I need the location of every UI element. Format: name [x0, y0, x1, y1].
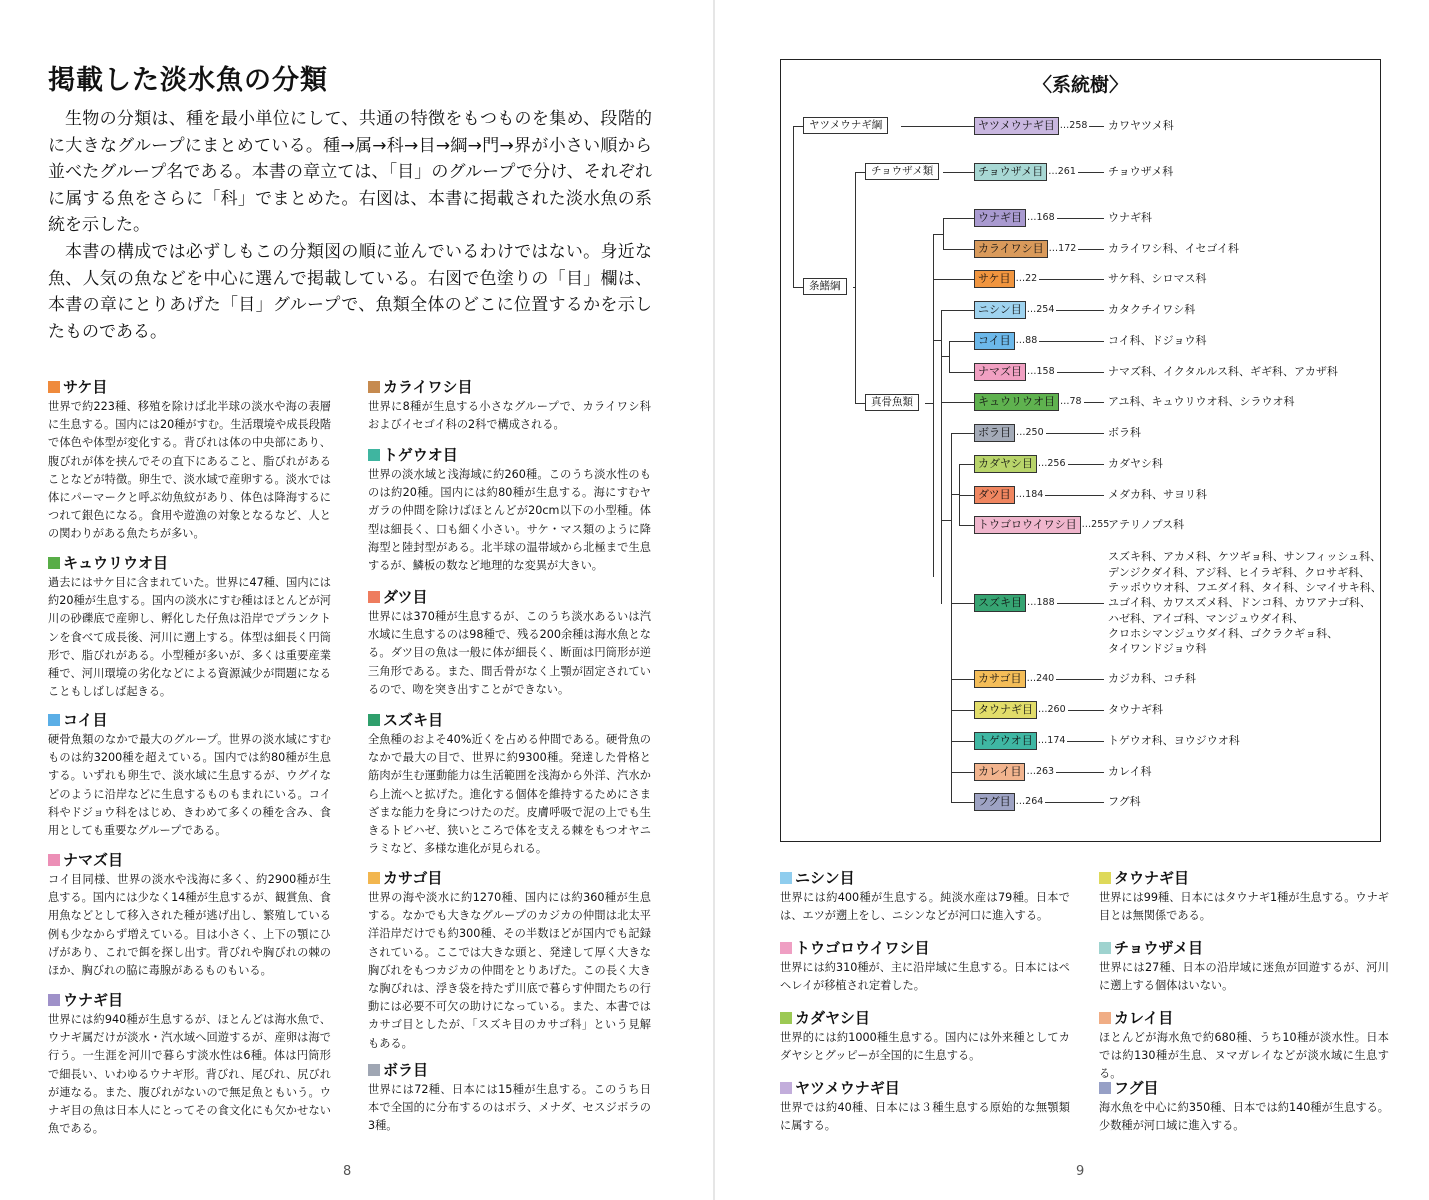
- order-name: トウゴロウイワシ目: [795, 939, 930, 957]
- order-node: チョウザメ目: [974, 163, 1047, 181]
- tree-branch-line: [951, 772, 974, 773]
- order-name: サケ目: [63, 378, 108, 396]
- order-description: 世界に8種が生息する小さなグループで、カライワシ科およびイセゴイ科の2科で構成される。: [368, 400, 651, 432]
- page-number: 8: [343, 1164, 352, 1179]
- order-entry: [48, 710, 331, 840]
- order-page-ref: …254: [1026, 304, 1055, 315]
- order-description: 世界的には約1000種生息する。国内には外来種としてカダヤシとグッピーが全国的に生息する。: [780, 1031, 1070, 1063]
- order-name: コイ目: [63, 711, 108, 729]
- order-description: 世界では約40種、日本には３種生息する原始的な無顎類に属する。: [780, 1101, 1070, 1133]
- family-list: コイ科、ドジョウ科: [1108, 334, 1207, 347]
- order-node: ニシン目: [974, 301, 1026, 319]
- order-entry: [1099, 1078, 1389, 1135]
- family-list: サケ科、シロマス科: [1108, 272, 1207, 285]
- family-list: ウナギ科: [1108, 211, 1152, 224]
- family-list: アユ科、キュウリウオ科、シラウオ科: [1108, 395, 1295, 408]
- tree-branch-line: [793, 287, 803, 288]
- order-entry: [368, 445, 651, 575]
- tree-branch-line: [951, 741, 974, 742]
- order-entry: [368, 868, 651, 1053]
- order-description: 全魚種のおよそ40%近くを占める仲間である。硬骨魚のなかで最大の目で、世界に約9300種。発達した骨格と筋肉が生む運動能力は生活範囲を浅海から外洋、汽水から上流へと拡げた。進化する個体を維持するためにさまざまな能力を身につけたのだ。皮膚呼吸で泥の上でも生きるトビハゼ、狭いところで体を支える棘をもつオヤニラミなど、多様な進化が見られる。: [368, 733, 651, 856]
- tree-branch-line: [943, 218, 974, 219]
- order-entry: [368, 710, 651, 858]
- color-square-icon: [1099, 1012, 1111, 1024]
- order-entry: [48, 377, 331, 544]
- order-description: 世界の淡水域と浅海域に約260種。このうち淡水性のものは約20種。国内には約80種が生息する。海にすむヤガラの仲間を除けばほとんどが20cm以下の小型種。体型は細長く、口も細く小さい。サケ・マス類のように降海型と陸封型がある。北半球の温帯域から北極まで生息するが、鱗板の数など地理的な変異が大きい。: [368, 468, 651, 573]
- order-name: カレイ目: [1114, 1009, 1174, 1027]
- color-square-icon: [780, 1082, 792, 1094]
- tree-branch-line: [1068, 710, 1104, 711]
- color-square-icon: [368, 714, 380, 726]
- color-square-icon: [48, 381, 60, 393]
- order-page-ref: …264: [1015, 796, 1044, 807]
- order-name: ウナギ目: [63, 991, 124, 1009]
- tree-branch-line: [943, 249, 974, 250]
- order-page-ref: …240: [1026, 673, 1055, 684]
- color-square-icon: [48, 714, 60, 726]
- tree-branch-line: [941, 310, 942, 604]
- color-square-icon: [1099, 942, 1111, 954]
- tree-branch-line: [1056, 679, 1104, 680]
- order-page-ref: …250: [1016, 427, 1044, 438]
- tree-branch-line: [925, 403, 933, 404]
- family-list: カタクチイワシ科: [1108, 303, 1196, 316]
- order-name: キュウリウオ目: [63, 554, 169, 572]
- color-square-icon: [368, 1064, 380, 1076]
- order-node: ダツ目: [974, 486, 1015, 504]
- color-square-icon: [48, 994, 60, 1006]
- order-entry: [1099, 1008, 1389, 1084]
- order-node: トウゴロウイワシ目: [974, 516, 1081, 534]
- order-name: チョウザメ目: [1114, 939, 1203, 957]
- tree-branch-line: [1045, 802, 1104, 803]
- order-description: ほとんどが海水魚で約680種、うち10種が淡水性。日本では約130種が生息、ヌマガレイなどが淡水域に生息する。: [1099, 1031, 1389, 1081]
- family-list: ボラ科: [1108, 426, 1141, 439]
- order-node: ウナギ目: [974, 209, 1026, 227]
- order-entry: [48, 850, 331, 980]
- tree-branch-line: [933, 234, 943, 235]
- family-list: トゲウオ科、ヨウジウオ科: [1108, 734, 1240, 747]
- color-square-icon: [780, 872, 792, 884]
- page-number: 9: [1076, 1164, 1085, 1179]
- tree-branch-line: [855, 403, 865, 404]
- tree-branch-line: [1057, 603, 1104, 604]
- order-node: ヤツメウナギ目: [974, 117, 1059, 135]
- family-list: カライワシ科、イセゴイ科: [1108, 242, 1240, 255]
- order-name: スズキ目: [383, 711, 444, 729]
- tree-branch-line: [1084, 402, 1104, 403]
- class-node: ヤツメウナギ綱: [803, 117, 888, 134]
- order-entry: [368, 587, 651, 699]
- order-name: ボラ目: [383, 1061, 429, 1079]
- order-node: トゲウオ目: [974, 732, 1037, 750]
- tree-branch-line: [901, 126, 974, 127]
- tree-branch-line: [951, 433, 974, 434]
- color-square-icon: [368, 872, 380, 884]
- order-node: コイ目: [974, 332, 1015, 350]
- order-name: ヤツメウナギ目: [795, 1079, 900, 1097]
- tree-branch-line: [941, 520, 951, 521]
- order-page-ref: …263: [1026, 766, 1055, 777]
- order-name: ナマズ目: [63, 851, 124, 869]
- family-line: クロホシマンジュウダイ科、ゴクラクギョ科、: [1108, 626, 1339, 640]
- family-line: ハゼ科、アイゴ科、マンジュウダイ科、: [1108, 611, 1304, 625]
- order-description: 世界には370種が生息するが、このうち淡水あるいは汽水域に生息するのは98種で、残る200余種は海水魚となる。ダツ目の魚は一般に体が細長く、断面は円筒形が逆三角形である。また、間舌骨がなく上顎が固定されているので、吻を突き出すことができない。: [368, 610, 651, 696]
- class-node: 条鰭綱: [803, 278, 847, 295]
- family-line: スズキ科、アカメ科、ケツギョ科、サンフィッシュ科、: [1108, 550, 1382, 564]
- color-square-icon: [48, 557, 60, 569]
- order-entry: [1099, 938, 1389, 995]
- tree-branch-line: [933, 234, 934, 577]
- order-description: 海水魚を中心に約350種、日本では約140種が生息する。少数種が河口域に進入する。: [1099, 1101, 1389, 1133]
- family-line: テッポウウオ科、フエダイ科、タイ科、シマイサキ科、: [1108, 581, 1382, 595]
- order-entry: [48, 990, 331, 1138]
- order-description: 世界の海や淡水に約1270種、国内には約360種が生息する。なかでも大きなグループのカジカの仲間は北太平洋沿岸だけでも約300種、その半数ほどが国内でも記録されている。ここでは大きな頭と、発達して厚く大きな胸びれをもつカジカの仲間をとりあげた。この長く大きな胸びれは、浮き袋を持たず川底で暮らす仲間たちの行動には必要不可欠の助けになっている。また、本書ではカサゴ目としたが、「スズキ目のカサゴ科」という見解もある。: [368, 891, 651, 1050]
- family-list: カダヤシ科: [1108, 457, 1163, 470]
- tree-title: 〈系統樹〉: [1032, 74, 1128, 96]
- tree-branch-line: [855, 172, 865, 173]
- order-page-ref: …261: [1048, 166, 1076, 177]
- intro-paragraph-2: 本書の構成では必ずしもこの分類図の順に並んでいるわけではない。身近な魚、人気の魚などを中心に選んで掲載している。右図で色塗りの「目」欄は、本書の章にとりあげた「目」グループで、魚類全体のどこに位置するかを示したものである。: [48, 241, 652, 342]
- family-line: デンジクダイ科、アジ科、ヒイラギ科、クロサギ科、: [1108, 565, 1371, 579]
- order-node: カサゴ目: [974, 670, 1026, 688]
- order-node: カレイ目: [974, 763, 1025, 781]
- order-name: カサゴ目: [383, 869, 443, 887]
- order-node: サケ目: [974, 270, 1015, 288]
- class-node: 真骨魚類: [865, 394, 919, 411]
- intro-text: [48, 106, 652, 345]
- tree-branch-line: [943, 172, 974, 173]
- tree-branch-line: [1056, 772, 1104, 773]
- order-node: スズキ目: [974, 594, 1026, 612]
- order-entry: [368, 1060, 651, 1136]
- order-page-ref: …260: [1038, 704, 1066, 715]
- order-node: ボラ目: [974, 424, 1015, 442]
- tree-branch-line: [949, 341, 974, 342]
- tree-branch-line: [951, 710, 974, 711]
- order-page-ref: …184: [1015, 489, 1044, 500]
- page-title: 掲載した淡水魚の分類: [48, 65, 328, 96]
- tree-branch-line: [959, 464, 974, 465]
- order-node: ナマズ目: [974, 363, 1026, 381]
- color-square-icon: [48, 854, 60, 866]
- phylogenetic-tree: [780, 59, 1381, 842]
- order-page-ref: …78: [1060, 396, 1082, 407]
- order-name: フグ目: [1114, 1079, 1159, 1097]
- tree-branch-line: [951, 679, 974, 680]
- tree-branch-line: [1039, 341, 1104, 342]
- order-entry: [368, 377, 651, 434]
- tree-branch-line: [1089, 126, 1104, 127]
- order-description: 世界には99種、日本にはタウナギ1種が生息する。ウナギ目とは無関係である。: [1099, 891, 1389, 923]
- tree-branch-line: [959, 525, 974, 526]
- order-description: 世界には72種、日本には15種が生息する。このうち日本で全国的に分布するのはボラ、メナダ、セスジボラの3種。: [368, 1083, 651, 1133]
- order-description: 硬骨魚類のなかで最大のグループ。世界の淡水域にすむものは約3200種を超えている。国内では約80種が生息する。いずれも卵生で、淡水域に生息するが、ウグイなどのように沿岸などに生息するものもまれにいる。コイ科やドジョウ科をはじめ、きわめて多くの種を含み、食用としても重要なグループである。: [48, 733, 331, 838]
- family-list: ナマズ科、イクタルルス科、ギギ科、アカザ科: [1108, 365, 1338, 378]
- color-square-icon: [780, 1012, 792, 1024]
- tree-branch-line: [855, 172, 856, 404]
- tree-branch-line: [1078, 172, 1104, 173]
- order-page-ref: …88: [1015, 335, 1038, 346]
- order-name: トゲウオ目: [383, 446, 458, 464]
- order-description: 世界で約223種、移殖を除けば北半球の淡水や海の表層に生息する。国内には20種がすむ。生活環境や成長段階で体色や体型が変化する。背びれは体の中央部にあり、腹びれが体を挟んでその直下にあること、脂びれがあることなどが特徴。卵生で、淡水域で産卵する。淡水では体にパーマークと呼ぶ幼魚紋があり、体色は降海するにつれて銀色になる。食用や遊漁の対象となるなど、人との関わりがある魚たちが多い。: [48, 400, 331, 541]
- order-page-ref: …255: [1081, 519, 1110, 530]
- order-node: カライワシ目: [974, 240, 1048, 258]
- order-page-ref: …172: [1048, 243, 1077, 254]
- tree-branch-line: [1057, 218, 1104, 219]
- order-name: ニシン目: [795, 869, 855, 887]
- order-name: カライワシ目: [383, 378, 473, 396]
- tree-branch-line: [1046, 433, 1104, 434]
- order-description: 世界には27種、日本の沿岸域に迷魚が回遊するが、河川に遡上する個体はいない。: [1099, 961, 1389, 993]
- tree-branch-line: [1045, 495, 1104, 496]
- family-list: カレイ科: [1108, 765, 1152, 778]
- intro-paragraph-1: 生物の分類は、種を最小単位にして、共通の特徴をもつものを集め、段階的に大きなグループにまとめている。種→属→科→目→綱→門→界が小さい順から並べたグループ名である。本書の章立ては、「目」のグループで分け、それぞれに属する魚をさらに「科」でまとめた。右図は、本書に掲載された淡水魚の系統を示した。: [48, 109, 652, 236]
- order-description: 世界には約400種が生息する。純淡水産は79種。日本では、エツが遡上をし、ニシンなどが河口に進入する。: [780, 891, 1070, 923]
- tree-branch-line: [959, 495, 974, 496]
- tree-branch-line: [1068, 464, 1104, 465]
- tree-branch-line: [951, 494, 959, 495]
- family-list: [1108, 549, 1382, 656]
- color-square-icon: [1099, 872, 1111, 884]
- order-page-ref: …22: [1015, 273, 1038, 284]
- order-name: カダヤシ目: [795, 1009, 870, 1027]
- tree-branch-line: [1067, 741, 1104, 742]
- family-list: カワヤツメ科: [1108, 119, 1174, 132]
- tree-branch-line: [949, 372, 974, 373]
- tree-branch-line: [1057, 372, 1104, 373]
- tree-branch-line: [793, 126, 803, 127]
- order-entry: [780, 1078, 1070, 1135]
- tree-branch-line: [951, 603, 974, 604]
- tree-branch-line: [1056, 310, 1104, 311]
- order-node: カダヤシ目: [974, 455, 1037, 473]
- order-name: ダツ目: [383, 588, 428, 606]
- family-line: ユゴイ科、カワスズメ科、ドンコ科、カワアナゴ科、: [1108, 596, 1371, 610]
- order-entry: [780, 1008, 1070, 1065]
- class-node: チョウザメ類: [865, 163, 939, 180]
- color-square-icon: [368, 591, 380, 603]
- order-page-ref: …158: [1027, 366, 1055, 377]
- family-list: タウナギ科: [1108, 703, 1163, 716]
- tree-branch-line: [941, 356, 949, 357]
- order-entry: [48, 553, 331, 701]
- family-list: メダカ科、サヨリ科: [1108, 488, 1207, 501]
- color-square-icon: [368, 449, 380, 461]
- right-page: [715, 0, 1429, 1200]
- tree-branch-line: [941, 402, 974, 403]
- family-list: アテリノプス科: [1108, 518, 1185, 531]
- order-page-ref: …188: [1027, 597, 1055, 608]
- tree-branch-line: [1039, 279, 1104, 280]
- tree-branch-line: [1078, 249, 1104, 250]
- order-page-ref: …256: [1037, 458, 1066, 469]
- order-node: キュウリウオ目: [974, 393, 1059, 411]
- color-square-icon: [1099, 1082, 1111, 1094]
- family-list: フグ科: [1108, 795, 1141, 808]
- color-square-icon: [368, 381, 380, 393]
- order-description: コイ目同様、世界の淡水や浅海に多く、約2900種が生息する。国内には少なく14種が生息するが、観賞魚、食用魚などとして移入された種が逃げ出し、繁殖している例も少なからず増えている。目は小さく、上下の顎にひげがあり、これで餌を探し出す。背びれや胸びれの棘のほか、胸びれの脇に毒腺があるものもいる。: [48, 873, 331, 978]
- order-node: フグ目: [974, 793, 1015, 811]
- order-description: 過去にはサケ目に含まれていた。世界に47種、国内には約20種が生息する。国内の淡水にすむ種はほとんどが河川の砂礫底で産卵し、孵化した仔魚は沿岸でプランクトンを食べて成長後、河川に遡上する。体型は細長く円筒形で、脂びれがある。小型種が多いが、多くは重要産業種で、河川環境の劣化などによる資源減少が問題になることもしばしば起きる。: [48, 576, 331, 699]
- order-entry: [780, 938, 1070, 995]
- family-line: タイワンドジョウ科: [1108, 642, 1207, 656]
- order-page-ref: …174: [1037, 735, 1066, 746]
- family-list: カジカ科、コチ科: [1108, 672, 1196, 685]
- order-entry: [780, 868, 1070, 925]
- order-entry: [1099, 868, 1389, 925]
- tree-branch-line: [793, 126, 794, 288]
- order-description: 世界には約940種が生息するが、ほとんどは海水魚で、ウナギ属だけが淡水・汽水域へ回遊するが、産卵は海で行う。一生涯を河川で暮らす淡水性は6種。体は円筒形で細長い、いわゆるウナギ形。背びれ、尾びれ、尻びれが連なる。また、腹びれがないので無足魚ともいう。ウナギ目の魚は日本人にとってその食文化にも欠かせない魚である。: [48, 1013, 331, 1136]
- tree-branch-line: [933, 340, 941, 341]
- order-name: タウナギ目: [1114, 869, 1190, 887]
- tree-branch-line: [943, 218, 944, 250]
- color-square-icon: [780, 942, 792, 954]
- tree-branch-line: [951, 433, 952, 802]
- tree-branch-line: [951, 802, 974, 803]
- tree-branch-line: [941, 310, 974, 311]
- order-description: 世界には約310種が、主に沿岸域に生息する。日本にはペヘレイが移植され定着した。: [780, 961, 1070, 993]
- order-node: タウナギ目: [974, 701, 1037, 719]
- order-page-ref: …258: [1059, 120, 1088, 131]
- order-page-ref: …168: [1027, 212, 1055, 223]
- tree-branch-line: [949, 341, 950, 372]
- family-list: チョウザメ科: [1108, 165, 1174, 178]
- tree-branch-line: [933, 279, 974, 280]
